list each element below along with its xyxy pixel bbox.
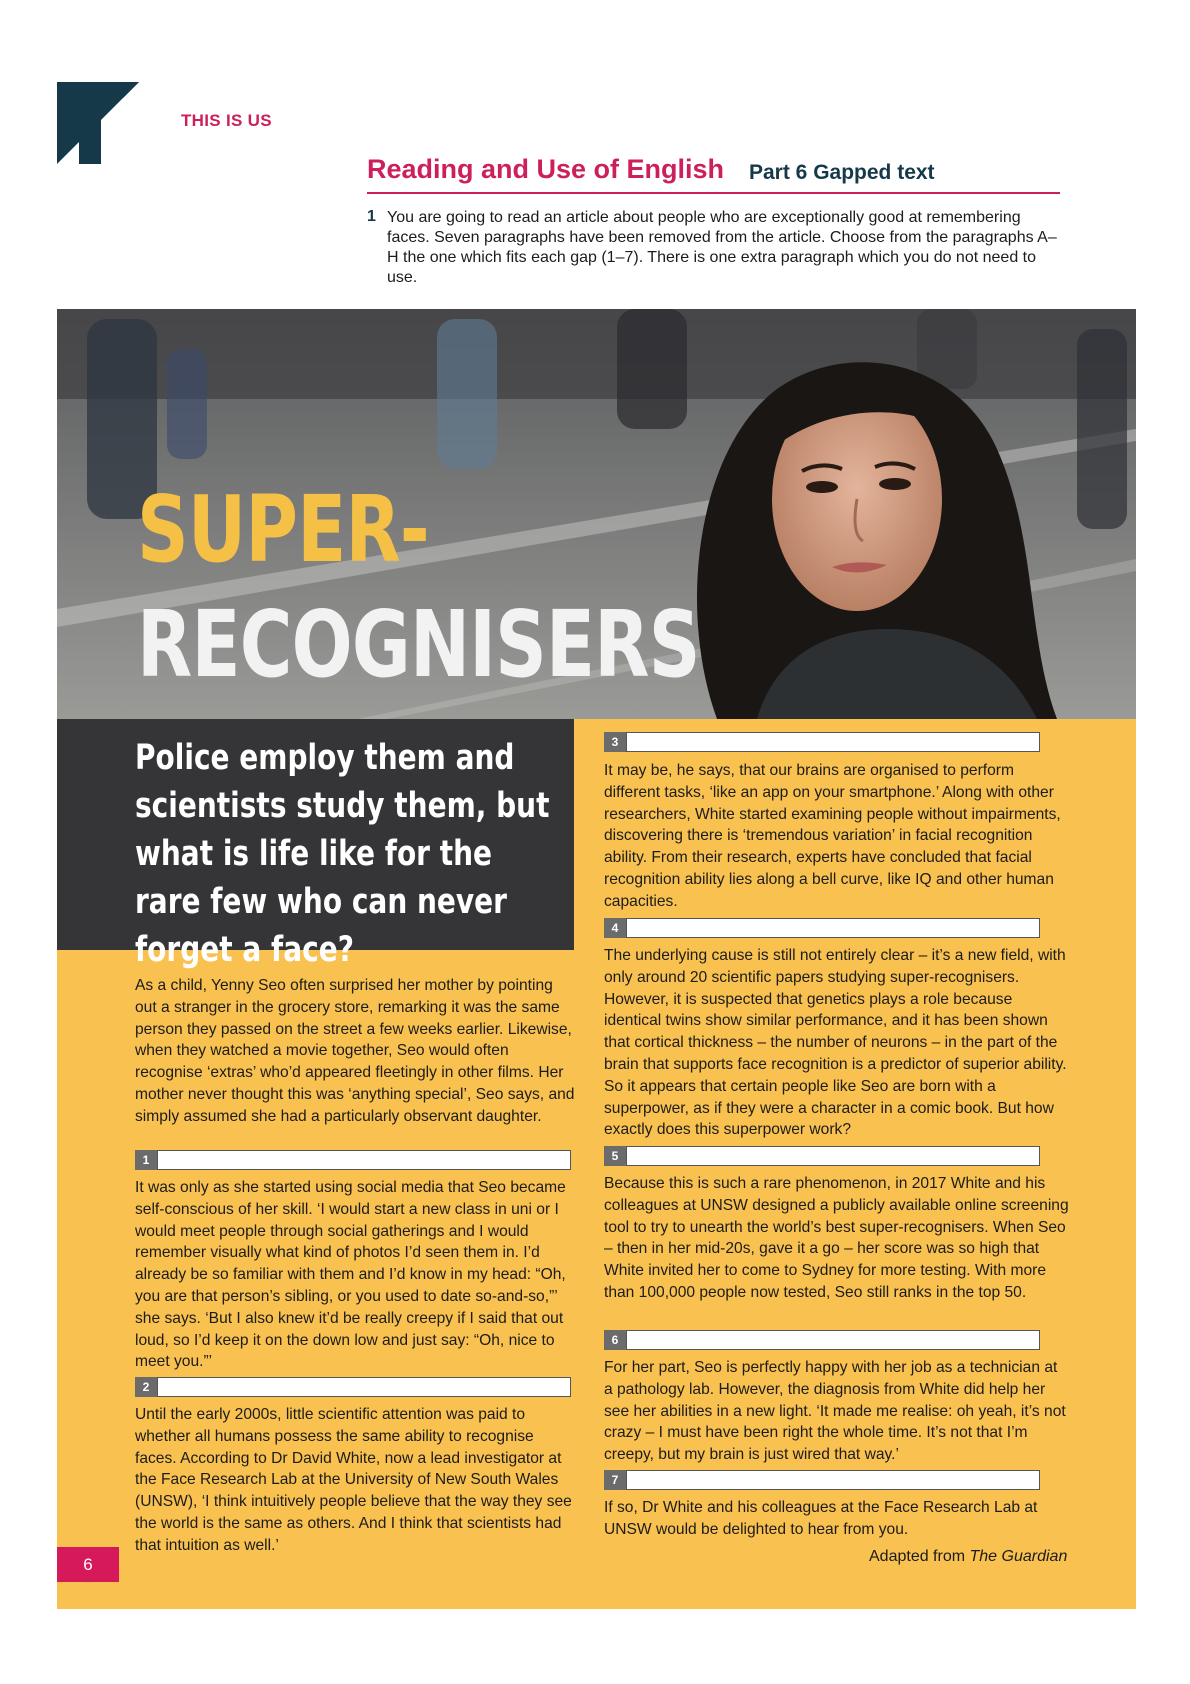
- article-photo: [57, 309, 1136, 719]
- headline-line-2: RECOGNISERS: [137, 591, 700, 698]
- gap-number: 1: [135, 1150, 157, 1170]
- task-instructions: You are going to read an article about people who are exceptionally good at remembering faces. Seven paragraphs have been removed from the article. Choose from the paragraphs A–H the one which fits each gap (1–7). There is one extra paragraph which you do not need to use.: [387, 209, 1057, 286]
- paragraph-intro: As a child, Yenny Seo often surprised her mother by pointing out a stranger in the grocery store, remarking it was the same person they passed on the street a few weeks earlier. Likewise, when they watched a movie together, Seo would often recognise ‘extras’ who’d appeared fleetingly in other films. Her mother never thought this was ‘anything special’, Seo says, and simply assumed she had a particularly observant daughter.: [135, 977, 575, 1125]
- gap-number: 2: [135, 1377, 157, 1397]
- gap-number: 7: [604, 1470, 626, 1490]
- source-prefix: Adapted from: [869, 1548, 970, 1565]
- paragraph-after-gap-7: If so, Dr White and his colleagues at the Face Research Lab at UNSW would be delighted to hear from you.: [604, 1499, 1038, 1538]
- gap-answer-box[interactable]: [157, 1377, 571, 1397]
- gap-answer-box[interactable]: [626, 1330, 1040, 1350]
- gap-number: 3: [604, 732, 626, 752]
- gap-number: 5: [604, 1146, 626, 1166]
- paragraph-after-gap-1: It was only as she started using social media that Seo became self-conscious of her skill. ‘I would start a new class in uni or I would meet people through social gatherings and I would remember visually what kind of photos I’d seen them in. I’d already be so familiar with them and I’d know in my head: “Oh, you are that person’s sibling, or you used to date so-and-so,”’ she says. ‘But I also knew it’d be really creepy if I said that out loud, so I’d keep it on the down low and just say: “Oh, nice to meet you.”’: [135, 1179, 566, 1371]
- paragraph-after-gap-2: Until the early 2000s, little scientific attention was paid to whether all humans possess the same ability to recognise faces. According to Dr David White, now a lead investigator at the Face Research Lab at the University of New South Wales (UNSW), ‘I think intuitively people believe that the way they see the world is the same as others. And I think that scientists had that intuition as well.’: [135, 1406, 572, 1554]
- gap-number: 4: [604, 918, 626, 938]
- gap-4[interactable]: [604, 918, 1040, 938]
- gap-answer-box[interactable]: [157, 1150, 571, 1170]
- paragraph-after-gap-3: It may be, he says, that our brains are organised to perform different tasks, ‘like an app on your smartphone.’ Along with other researchers, White started examining people without impairments, discovering there is ‘tremendous variation’ in facial recognition ability. From their research, experts have concluded that facial recognition ability lies along a bell curve, like IQ and other human capacities.: [604, 762, 1061, 910]
- gap-5[interactable]: [604, 1146, 1040, 1166]
- article-source: [869, 1548, 1067, 1566]
- gap-6[interactable]: [604, 1330, 1040, 1350]
- article-subheading: Police employ them and scientists study them, but what is life like for the rare few who can never forget a face?: [135, 738, 550, 970]
- unit-label: THIS IS US: [181, 111, 272, 130]
- unit-logo-icon: [57, 82, 139, 164]
- headline-line-1: SUPER-: [137, 476, 429, 583]
- paragraph-after-gap-4: The underlying cause is still not entirely clear – it’s a new field, with only around 20 scientific papers studying super-recognisers. However, it is suspected that genetics plays a role because identical twins show similar performance, and it has been shown that cortical thickness – the number of neurons – in the part of the brain that supports face recognition is a predictor of superior ability. So it appears that certain people like Seo are born with a superpower, as if they were a character in a comic book. But how exactly does this superpower work?: [604, 947, 1067, 1139]
- page-number: 6: [57, 1547, 119, 1582]
- gap-1[interactable]: [135, 1150, 571, 1170]
- gap-number: 6: [604, 1330, 626, 1350]
- gap-7[interactable]: [604, 1470, 1040, 1490]
- paragraph-after-gap-5: Because this is such a rare phenomenon, in 2017 White and his colleagues at UNSW designed a publicly available online screening tool to try to unearth the world’s best super-recognisers. When Seo – then in her mid-20s, gave it a go – her score was so high that White invited her to come to Sydney for more testing. With more than 100,000 people now tested, Seo still ranks in the top 50.: [604, 1175, 1069, 1301]
- paragraph-after-gap-6: For her part, Seo is perfectly happy with her job as a technician at a pathology lab. However, the diagnosis from White did help her see her abilities in a new light. ‘It made me realise: oh yeah, it’s not crazy – I must have been right the whole time. It’s not that I’m creepy, but my brain is just wired that way.’: [604, 1359, 1066, 1464]
- gap-answer-box[interactable]: [626, 732, 1040, 752]
- gap-answer-box[interactable]: [626, 918, 1040, 938]
- section-subtitle: Part 6 Gapped text: [749, 161, 935, 184]
- gap-answer-box[interactable]: [626, 1146, 1040, 1166]
- gap-answer-box[interactable]: [626, 1470, 1040, 1490]
- source-publication: The Guardian: [969, 1548, 1068, 1565]
- title-divider: [367, 192, 1060, 194]
- task-number: 1: [367, 208, 376, 225]
- gap-2[interactable]: [135, 1377, 571, 1397]
- gap-3[interactable]: [604, 732, 1040, 752]
- section-title: Reading and Use of English: [367, 154, 725, 184]
